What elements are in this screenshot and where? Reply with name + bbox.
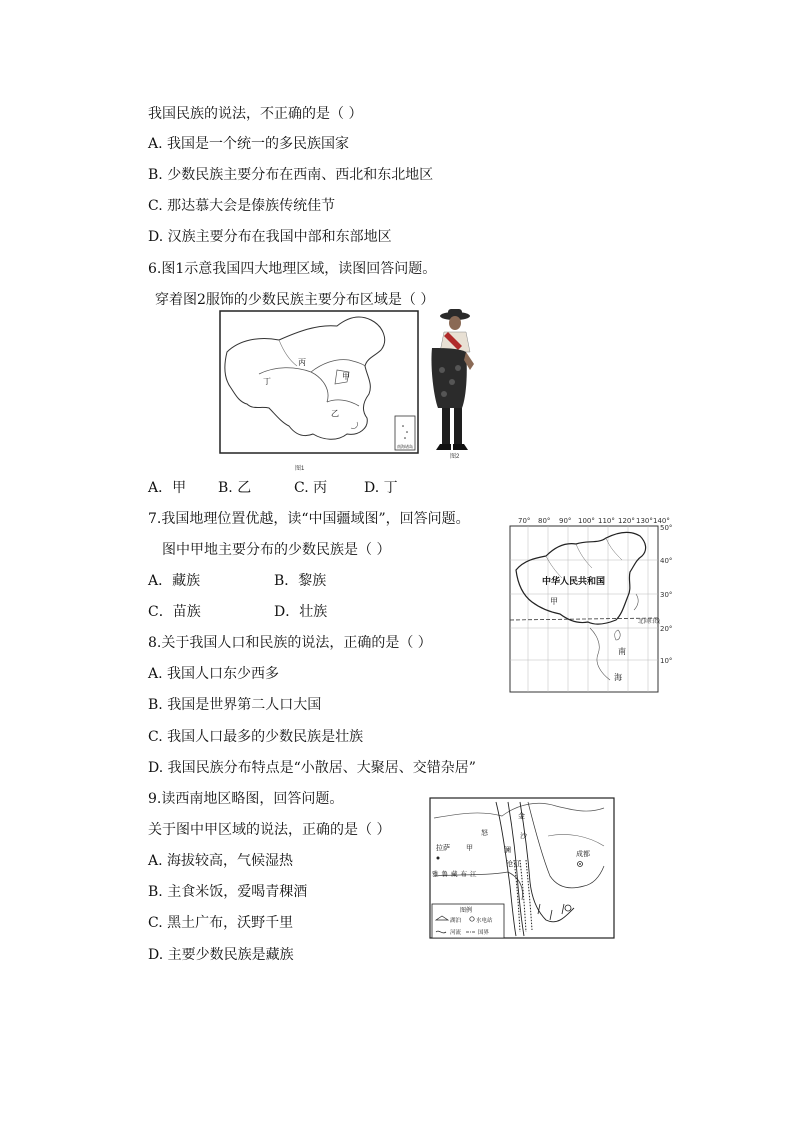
river-nu-label: 怒: [481, 829, 488, 837]
q8-stem: 8.关于我国人口和民族的说法，正确的是（ ）: [148, 635, 432, 651]
country-name-label: 中华人民共和国: [542, 577, 606, 587]
q7-option-a[interactable]: A．藏族: [148, 573, 201, 589]
fig2-caption: 图2: [450, 454, 460, 460]
q6-stem: 穿着图2服饰的少数民族主要分布区域是（ ）: [155, 292, 435, 308]
q7-option-b[interactable]: B．黎族: [274, 573, 327, 589]
legend-title: 图例: [460, 907, 473, 914]
q6-intro: 6.图1示意我国四大地理区域，读图回答问题。: [148, 261, 437, 277]
q8-option-c[interactable]: C. 我国人口最多的少数民族是壮族: [148, 729, 364, 745]
q9-option-b[interactable]: B. 主食米饭，爱喝青稞酒: [148, 884, 308, 900]
q8-option-d[interactable]: D. 我国民族分布特点是“小散居、大聚居、交错杂居”: [148, 760, 476, 776]
area-jia-label: 甲: [466, 844, 473, 852]
region-jia-label: 甲: [342, 372, 350, 381]
lat-tick: 40°: [660, 557, 673, 565]
lon-tick: 90°: [559, 517, 572, 525]
lon-tick: 100°: [578, 517, 595, 525]
q9-option-d[interactable]: D. 主要少数民族是藏族: [148, 947, 294, 963]
fig1-caption: 图1: [295, 466, 305, 472]
q6-option-a[interactable]: A．甲: [148, 480, 187, 496]
sea-hai-label: 海: [614, 673, 622, 682]
legend-river-label: 河流: [450, 930, 462, 936]
q6-costume-photo: [422, 308, 482, 464]
q9-option-a[interactable]: A. 海拔较高，气候湿热: [148, 853, 294, 869]
region-ding-label: 丁: [263, 377, 271, 386]
q5-option-c[interactable]: C. 那达慕大会是傣族传统佳节: [148, 198, 336, 214]
city-chengdu-label: 成都: [576, 850, 590, 858]
q9-southwest-map: [428, 796, 616, 942]
point-jia-label: 甲: [550, 597, 558, 606]
q6-region-map: [219, 310, 419, 474]
q8-option-a[interactable]: A. 我国人口东少西多: [148, 666, 280, 682]
q7-option-d[interactable]: D．壮族: [274, 604, 328, 620]
q9-option-c[interactable]: C. 黑土广布，沃野千里: [148, 915, 294, 931]
river-sha-label: 沙: [520, 832, 527, 840]
city-lhasa-label: 拉萨: [436, 844, 450, 852]
lon-tick: 140°: [653, 517, 670, 525]
q7-option-c[interactable]: C．苗族: [148, 604, 201, 620]
q6-option-c[interactable]: C. 丙: [294, 480, 328, 496]
river-jin-label: 金: [518, 812, 525, 820]
q6-option-b[interactable]: B. 乙: [218, 480, 252, 496]
lat-tick: 50°: [660, 524, 673, 532]
lon-tick: 110°: [598, 517, 615, 525]
q5-stem: 我国民族的说法，不正确的是（ ）: [148, 106, 363, 122]
lon-tick: 80°: [538, 517, 551, 525]
sea-nan-label: 南: [618, 647, 626, 656]
legend-lake-label: 湖泊: [450, 918, 462, 924]
q5-option-d[interactable]: D. 汉族主要分布在我国中部和东部地区: [148, 229, 392, 245]
lat-tick: 20°: [660, 625, 673, 633]
inset-label: 南海诸岛: [397, 444, 413, 449]
q8-option-b[interactable]: B. 我国是世界第二人口大国: [148, 697, 322, 713]
river-jiang-label: 江: [514, 860, 521, 868]
q7-intro: 7.我国地理位置优越，读“中国疆域图”，回答问题。: [148, 511, 470, 527]
region-yi-label: 乙: [331, 409, 339, 418]
q5-option-b[interactable]: B. 少数民族主要分布在西南、西北和东北地区: [148, 167, 434, 183]
lon-tick: 120°: [618, 517, 635, 525]
lon-tick: 130°: [636, 517, 653, 525]
lat-tick: 30°: [660, 591, 673, 599]
tropic-label: 北回归线: [638, 619, 661, 625]
lon-tick: 70°: [518, 517, 531, 525]
river-yarlung-label: 雅鲁藏布江: [432, 870, 480, 878]
q9-intro: 9.读西南地区略图，回答问题。: [148, 791, 344, 807]
q6-option-d[interactable]: D. 丁: [364, 480, 398, 496]
q9-stem: 关于图中甲区域的说法，正确的是（ ）: [148, 822, 391, 838]
region-bing-label: 丙: [298, 358, 306, 367]
lat-tick: 10°: [660, 657, 673, 665]
q5-option-a[interactable]: A. 我国是一个统一的多民族国家: [148, 136, 350, 152]
legend-border-label: 国界: [478, 930, 490, 936]
river-cang-label: 沧: [506, 860, 513, 868]
q7-china-territory-map: [506, 514, 682, 694]
river-lan-label: 澜: [504, 846, 511, 854]
legend-station-label: 水电站: [476, 918, 493, 924]
q7-stem: 图中甲地主要分布的少数民族是（ ）: [162, 542, 391, 558]
